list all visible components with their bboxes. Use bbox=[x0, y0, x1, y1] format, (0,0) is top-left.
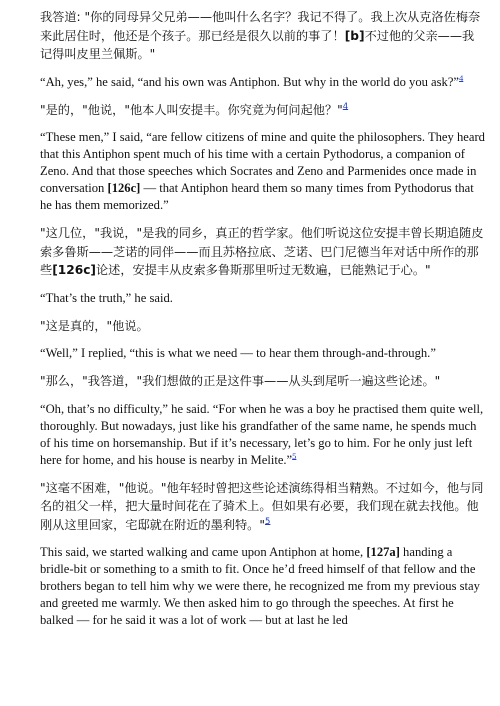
paragraph-zh-1 bbox=[40, 8, 486, 64]
footnote-link-5[interactable]: 5 bbox=[264, 516, 271, 527]
paragraph-en-6 bbox=[40, 544, 486, 629]
paragraph-en-5 bbox=[40, 401, 486, 469]
text-segment: "那么，"我答道，"我们想做的正是这件事——从头到尾听一遍这些论述。" bbox=[40, 374, 441, 388]
footnote-link-5[interactable]: 5 bbox=[292, 450, 297, 461]
paragraph-zh-5 bbox=[40, 372, 486, 391]
text-segment: “Oh, that’s no difficulty,” he said. “For when he was a boy he practised them quite well, thoroughly. But nowadays, just like his grandfather of the same name, he spends much of his time on horsemanship. But if it’s necessary, let’s go to him. For he only just left here for home, and his house is nearby in Melite.” bbox=[40, 401, 484, 467]
footnote-link-4[interactable]: 4 bbox=[342, 101, 349, 112]
paragraph-zh-6 bbox=[40, 479, 486, 535]
paragraph-zh-3 bbox=[40, 224, 486, 280]
stephanus-ref: [b] bbox=[344, 28, 365, 43]
paragraph-en-2 bbox=[40, 129, 486, 214]
stephanus-ref: [126c] bbox=[107, 181, 141, 195]
text-segment: “That’s the truth,” he said. bbox=[40, 290, 173, 305]
text-segment: handing a bridle-bit or something to a smith to fit. Once he’d freed himself of that fellow and the brothers began to tell him why we were there, he recognized me from my previous stay and greeted me warmly. We then asked him to go through the speeches. At first he balked — for he said it was a lot of work — but at last he led bbox=[40, 545, 480, 627]
text-segment: 我答道: "你的同母异父兄弟——他叫什么名字？我记不得了。我上次从克洛佐梅奈来此居住时，他还是个孩子。那已经是很久以前的事了！ bbox=[40, 10, 481, 43]
text-segment: “Well,” I replied, “this is what we need — to hear them through-and-through.” bbox=[40, 346, 436, 360]
text-segment: "这是真的，"他说。 bbox=[40, 318, 149, 333]
paragraph-en-3 bbox=[40, 290, 486, 307]
text-segment: "这毫不困难，"他说。"他年轻时曾把这些论述演练得相当精熟。不过如今，他与同名的祖父一样，把大量时间花在了骑术上。但如果有必要，我们现在就去找他。他刚从这里回家，宅邸就在附近的墨利特。" bbox=[40, 480, 484, 532]
paragraph-zh-4 bbox=[40, 317, 486, 336]
text-segment: 不过他的父亲——我记得叫皮里兰佩斯。" bbox=[40, 28, 475, 61]
paragraph-zh-2 bbox=[40, 101, 486, 120]
footnote-link-4[interactable]: 4 bbox=[459, 72, 464, 83]
text-segment: “These men,” I said, “are fellow citizens of mine and quite the philosophers. They heard that this Antiphon spent much of his time with a certain Pythodorus, a companion of Zeno. And that those speeches which Socrates and Zeno and Parmenides once made in conversation bbox=[40, 130, 485, 195]
text-segment: 论述，安提丰从皮索多鲁斯那里听过无数遍，已能熟记于心。" bbox=[96, 263, 431, 277]
text-segment: "是的，"他说，"他本人叫安提丰。你究竟为何问起他？" bbox=[40, 102, 343, 117]
stephanus-ref: [126c] bbox=[52, 263, 96, 277]
paragraph-en-4 bbox=[40, 345, 486, 362]
paragraph-en-1 bbox=[40, 74, 486, 91]
text-segment: "这几位，"我说，"是我的同乡，真正的哲学家。他们听说这位安提丰曾长期追随皮索多鲁斯——芝诺的同伴——而且苏格拉底、芝诺、巴门尼德当年对话中所作的那些 bbox=[40, 226, 484, 277]
stephanus-ref: [127a] bbox=[366, 545, 400, 559]
text-segment: This said, we started walking and came upon Antiphon at home, bbox=[40, 545, 367, 559]
text-segment: — that Antiphon heard them so many times from Pythodorus that he has them memorized.” bbox=[40, 181, 474, 212]
text-segment: “Ah, yes,” he said, “and his own was Antiphon. But why in the world do you ask?” bbox=[40, 74, 460, 89]
